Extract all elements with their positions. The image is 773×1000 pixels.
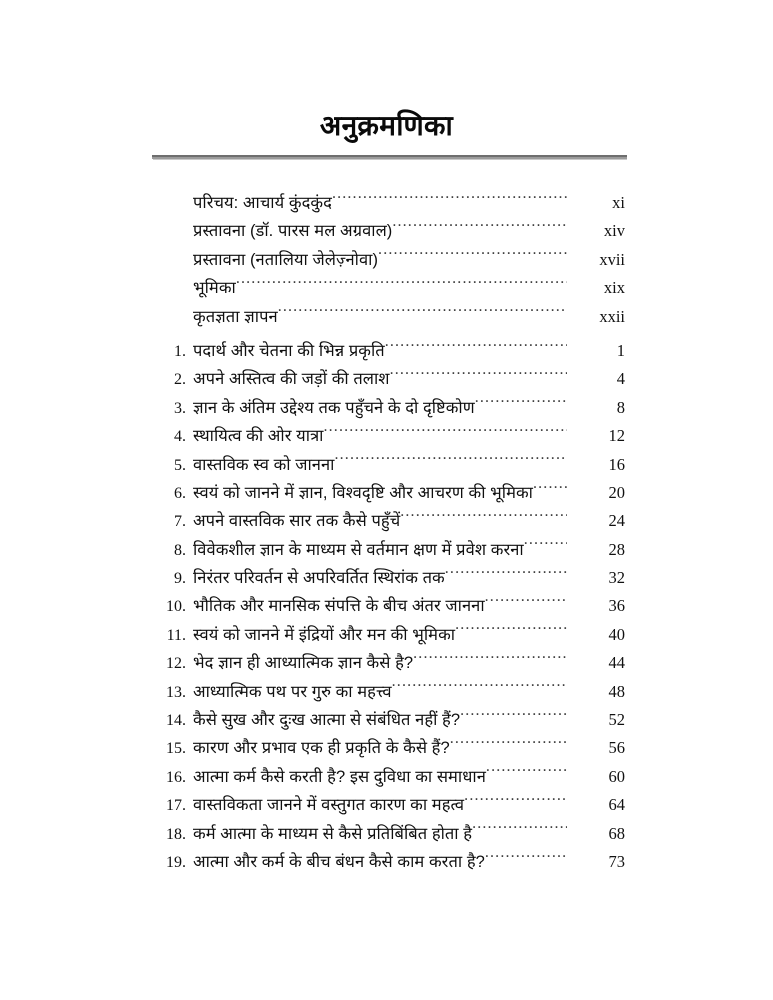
toc-entry-number: 15. [166,740,186,758]
toc-entry-page-number: 68 [608,823,625,843]
toc-entry-title: पदार्थ और चेतना की भिन्न प्रकृति [193,341,385,360]
toc-entry-page-number: 52 [608,710,625,730]
toc-entry-page-number: 1 [616,340,625,360]
toc-entry-page-number: 28 [608,539,625,559]
toc-chapter-row[interactable] [0,621,773,649]
toc-entry-title: कर्म आत्मा के माध्यम से कैसे प्रतिबिंबित होता है [193,824,473,843]
toc-entry-page-number: 16 [608,454,625,474]
page-title: अनुक्रमणिका [319,110,454,141]
toc-entry-number: 9. [174,570,186,588]
toc-leader-dots [278,305,567,322]
toc-leader-dots [475,396,567,413]
chapter-section [0,337,773,876]
toc-chapter-row[interactable] [0,706,773,734]
toc-leader-dots [335,453,568,470]
toc-entry-title: वास्तविक स्व को जानना [193,455,335,474]
toc-entry-number: 2. [174,371,186,389]
toc-leader-dots [464,794,567,811]
toc-entry-title: आध्यात्मिक पथ पर गुरु का महत्त्व [193,682,392,701]
toc-entry-number: 14. [166,712,186,730]
toc-leader-dots [485,595,567,612]
toc-entry-title: विवेकशील ज्ञान के माध्यम से वर्तमान क्षण में प्रवेश करना [193,540,524,559]
toc-entry-number: 12. [166,655,186,673]
toc-entry-title: भूमिका [193,279,236,298]
toc-entry-number: 13. [166,683,186,701]
toc-leader-dots [485,850,567,867]
toc-entry-number: 10. [166,598,186,616]
toc-entry-title: अपने अस्तित्व की जड़ों की तलाश [193,370,390,389]
toc-entry-page-number: 36 [608,596,625,616]
toc-entry-page-number: 24 [608,511,625,531]
toc-entry-title: स्वयं को जानने में इंद्रियों और मन की भूमिका [193,625,456,644]
toc-leader-dots [533,481,567,498]
toc-leader-dots [460,709,567,726]
toc-leader-dots [236,277,567,294]
toc-entry-page-number: 12 [608,426,625,446]
toc-entry-title: आत्मा कर्म कैसे करती है? इस दुविधा का समाधान [193,767,486,786]
toc-entry-page-number: 56 [608,738,625,758]
toc-entry-page-number: 32 [608,568,625,588]
toc-entry-page-number: xxii [599,306,625,326]
toc-chapter-row[interactable] [0,848,773,876]
toc-entry-number: 18. [166,825,186,843]
toc-leader-dots [455,623,567,640]
toc-entry-title: स्वयं को जानने में ज्ञान, विश्वदृष्टि और आचरण की भूमिका [193,483,533,502]
toc-leader-dots [385,339,567,356]
toc-entry-page-number: xi [612,193,625,212]
toc-entry-page-number: 40 [608,624,625,644]
toc-entry-page-number: 64 [608,795,625,815]
toc-leader-dots [324,425,568,442]
toc-frontmatter-row[interactable] [0,189,773,217]
divider-bar-shadow [153,159,627,160]
toc-frontmatter-row[interactable] [0,303,773,331]
toc-chapter-row[interactable] [0,649,773,677]
toc-frontmatter-row[interactable] [0,274,773,302]
toc-entry-page-number: 8 [616,397,625,417]
toc-entry-number: 5. [174,456,186,474]
toc-entry-title: प्रस्तावना (डॉ. पारस मल अग्रवाल) [193,222,393,241]
toc-entry-number: 8. [174,541,186,559]
toc-entry-title: कृतज्ञता ज्ञापन [193,307,278,326]
toc-chapter-row[interactable] [0,507,773,535]
toc-entry-page-number: 60 [608,766,625,786]
toc-chapter-row[interactable] [0,763,773,791]
toc-leader-dots [390,368,567,385]
toc-entry-title: परिचय: आचार्य कुंदकुंद [193,194,332,212]
toc-entry-title: अपने वास्तविक सार तक कैसे पहुँचें [193,512,401,531]
toc-chapter-row[interactable] [0,734,773,762]
toc-entry-list [0,189,773,876]
toc-entry-title: वास्तविकता जानने में वस्तुगत कारण का महत्व [193,796,465,815]
toc-chapter-row[interactable] [0,564,773,592]
toc-entry-title: कारण और प्रभाव एक ही प्रकृति के कैसे हैं? [193,739,450,758]
toc-entry-number: 1. [174,342,186,360]
toc-entry-page-number: xix [603,278,625,298]
toc-leader-dots [524,538,567,555]
toc-entry-page-number: 48 [608,681,625,701]
toc-entry-page-number: 44 [608,653,625,673]
toc-chapter-row[interactable] [0,422,773,450]
toc-entry-page-number: 73 [608,851,625,871]
toc-entry-number: 6. [174,484,186,502]
title-divider-rule [152,155,627,160]
toc-chapter-row[interactable] [0,791,773,819]
toc-entry-number: 7. [174,513,186,531]
toc-entry-page-number: xiv [603,221,625,241]
toc-chapter-row[interactable] [0,479,773,507]
toc-entry-title: प्रस्तावना (नतालिया जेलेज़्नोवा) [193,250,379,269]
toc-entry-number: 11. [166,626,186,644]
toc-entry-title: ज्ञान के अंतिम उद्देश्य तक पहुँचने के दो दृष्टिकोण [193,398,475,417]
toc-frontmatter-row[interactable] [0,217,773,245]
toc-entry-page-number: 20 [608,482,625,502]
toc-entry-title: स्थायित्व की ओर यात्रा [193,427,324,446]
toc-leader-dots [450,737,567,754]
toc-chapter-row[interactable] [0,337,773,365]
toc-entry-page-number: xvii [599,249,625,269]
toc-entry-page-number: 4 [616,369,625,389]
toc-leader-dots [332,192,567,209]
toc-leader-dots [486,765,567,782]
toc-chapter-row[interactable] [0,365,773,393]
toc-chapter-row[interactable] [0,592,773,620]
toc-entry-title: कैसे सुख और दुःख आत्मा से संबंधित नहीं हैं? [193,711,461,730]
toc-entry-number: 3. [174,399,186,417]
toc-frontmatter-row[interactable] [0,246,773,274]
front-matter-section [0,189,773,331]
toc-entry-number: 17. [166,797,186,815]
toc-entry-number: 4. [174,428,186,446]
toc-entry-title: भेद ज्ञान ही आध्यात्मिक ज्ञान कैसे है? [193,654,414,673]
toc-chapter-row[interactable] [0,678,773,706]
toc-leader-dots [400,510,567,527]
toc-leader-dots [413,652,567,669]
toc-entry-title: आत्मा और कर्म के बीच बंधन कैसे काम करता है? [193,852,485,871]
toc-entry-number: 16. [166,768,186,786]
toc-entry-number: 19. [166,853,186,871]
toc-entry-title: निरंतर परिवर्तन से अपरिवर्तित स्थिरांक तक [193,569,445,588]
toc-entry-title: भौतिक और मानसिक संपत्ति के बीच अंतर जानना [193,597,485,616]
toc-leader-dots [472,822,567,839]
toc-leader-dots [392,680,567,697]
toc-leader-dots [392,220,567,237]
toc-leader-dots [445,567,567,584]
toc-chapter-row[interactable] [0,536,773,564]
toc-chapter-row[interactable] [0,394,773,422]
toc-chapter-row[interactable] [0,451,773,479]
toc-leader-dots [378,248,567,265]
toc-chapter-row[interactable] [0,820,773,848]
